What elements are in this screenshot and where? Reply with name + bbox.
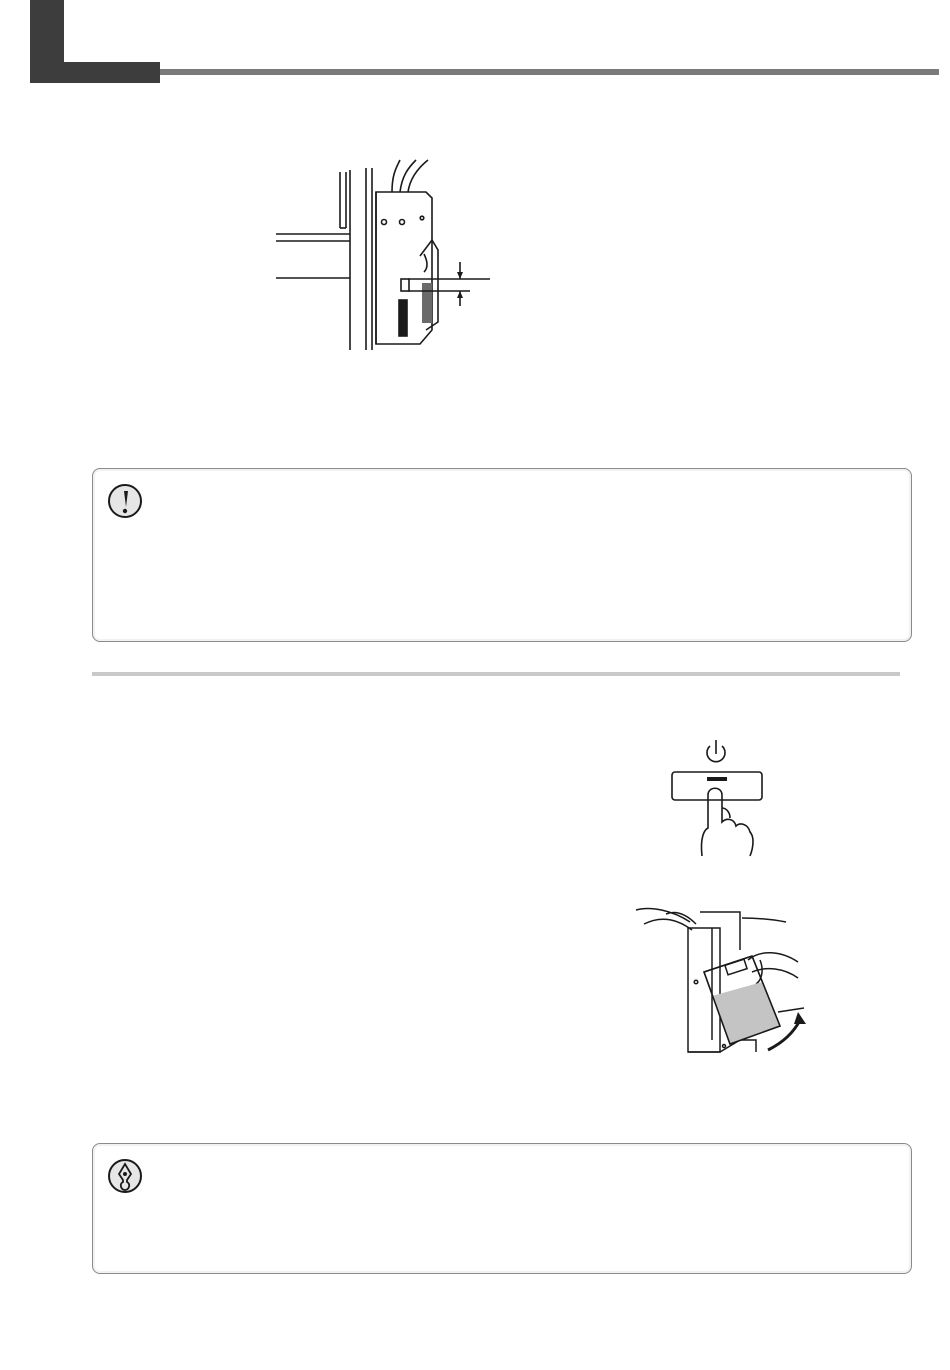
drain-bottle-emptying-diagram xyxy=(630,895,810,1060)
pen-nib-icon xyxy=(107,1158,143,1194)
drain-bottle-gap-diagram xyxy=(270,155,500,355)
tip-note xyxy=(92,1143,912,1274)
chapter-header-rule xyxy=(160,69,939,75)
warning-note xyxy=(92,468,912,642)
chapter-header-notch xyxy=(64,0,160,62)
power-button-diagram xyxy=(660,735,770,860)
exclamation-icon xyxy=(107,483,143,519)
section-divider xyxy=(92,672,900,676)
